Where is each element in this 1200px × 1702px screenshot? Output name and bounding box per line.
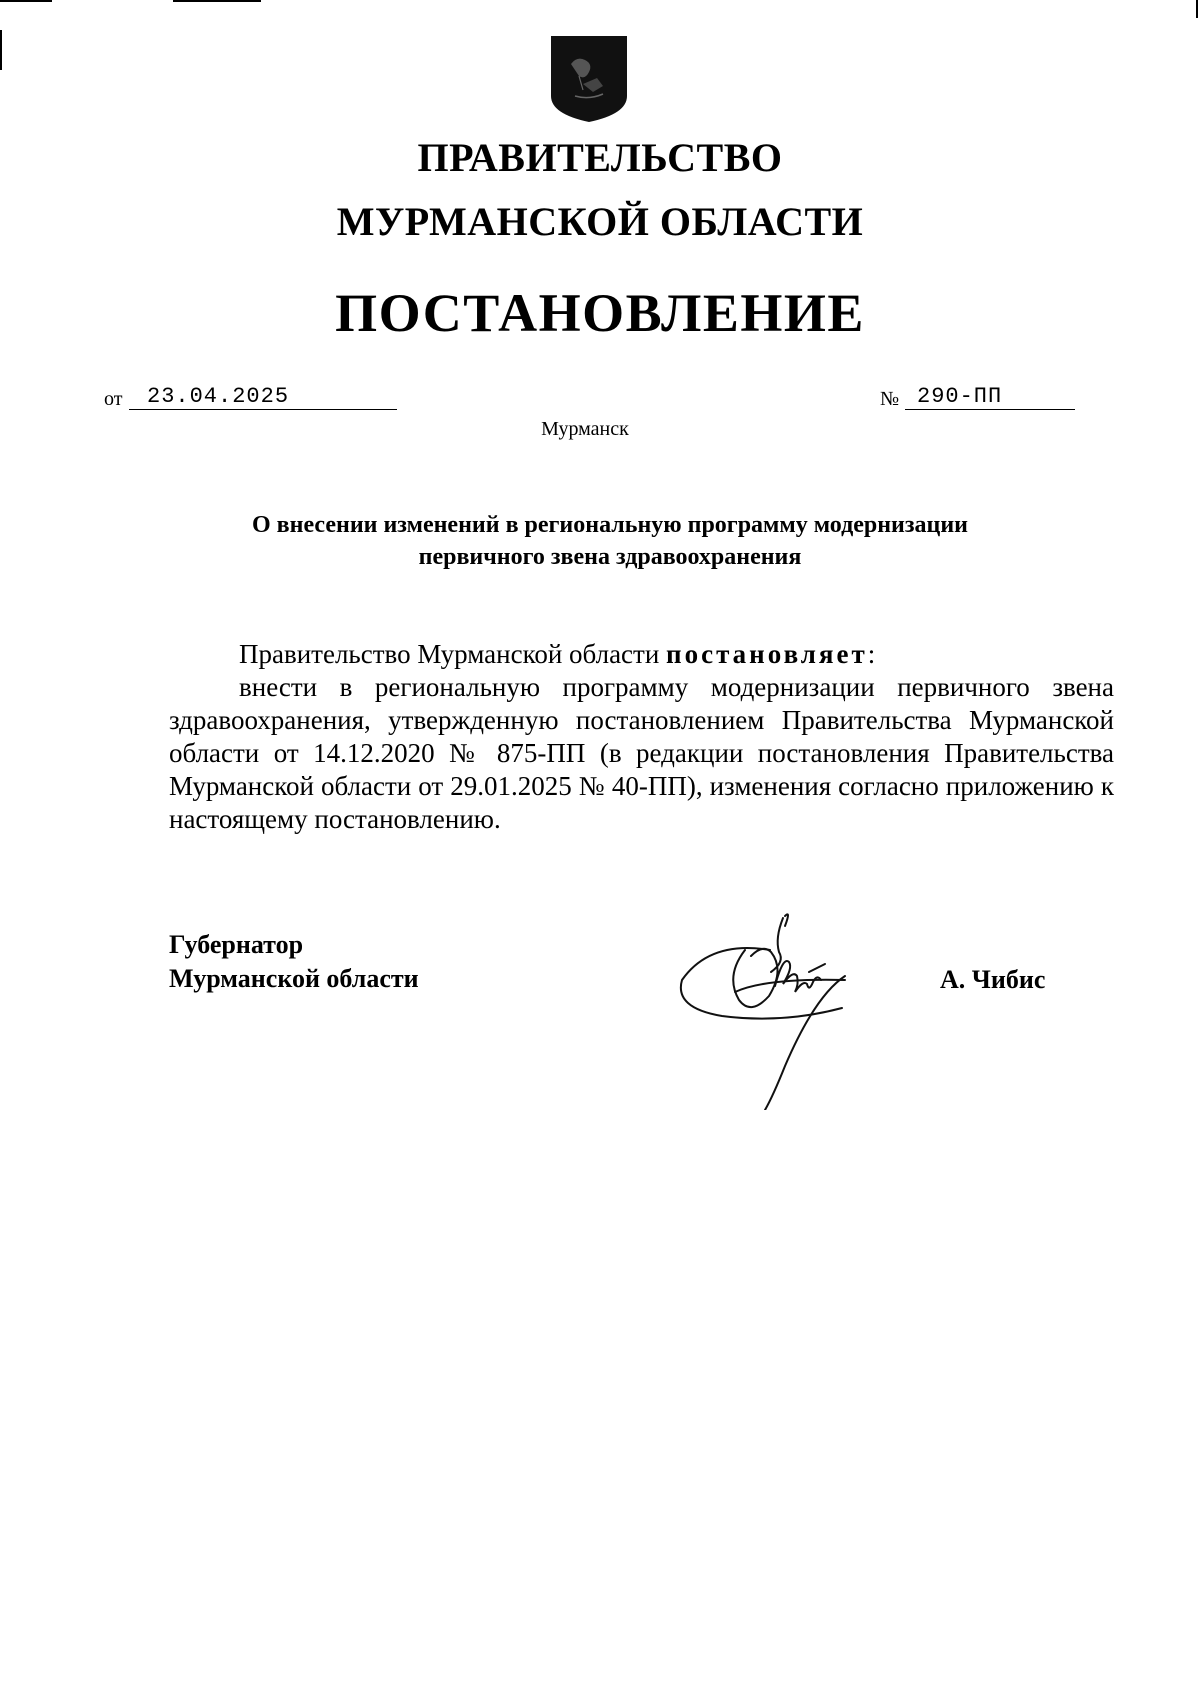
signer-title-line2: Мурманской области <box>169 964 419 993</box>
signer-name: А. Чибис <box>940 965 1046 994</box>
document-type: ПОСТАНОВЛЕНИЕ <box>335 283 865 343</box>
subject-line1: О внесении изменений в региональную программу модернизации <box>251 512 968 538</box>
scan-artifact <box>0 30 2 70</box>
intro-text: Правительство Мурманской области <box>239 639 667 669</box>
intro-end: : <box>867 639 876 669</box>
date-prefix: от <box>104 388 123 410</box>
intro-line <box>169 638 1114 671</box>
scan-artifact <box>1196 0 1198 18</box>
document-subject <box>160 509 1060 573</box>
signer-title-line1: Губернатор <box>169 930 304 959</box>
number-value: 290-ПП <box>905 384 1075 410</box>
signer-title <box>169 928 419 996</box>
org-title-line2: МУРМАНСКОЙ ОБЛАСТИ <box>336 199 864 244</box>
handwritten-signature-icon <box>675 910 915 1110</box>
intro-keyword: постановляет <box>666 639 868 669</box>
main-paragraph: внести в региональную программу модернизации первичного звена здравоохранения, утвержденную постановлением Правительства Мурманской области от 14.12.2020 № 875-ПП (в редакции постановления Правительства Мурманской области от 29.01.2025 № 40-ПП), изменения согласно приложению к настоящему постановлению. <box>169 672 1114 834</box>
date-value: 23.04.2025 <box>129 384 397 410</box>
subject-line2: первичного звена здравоохранения <box>418 544 802 570</box>
city: Мурманск <box>541 418 629 440</box>
document-body <box>169 638 1114 836</box>
number-prefix: № <box>880 388 900 410</box>
scan-artifact <box>173 0 261 2</box>
coat-of-arms-icon <box>549 34 629 124</box>
org-title-line1: ПРАВИТЕЛЬСТВО <box>417 135 783 180</box>
scan-artifact <box>0 0 52 2</box>
